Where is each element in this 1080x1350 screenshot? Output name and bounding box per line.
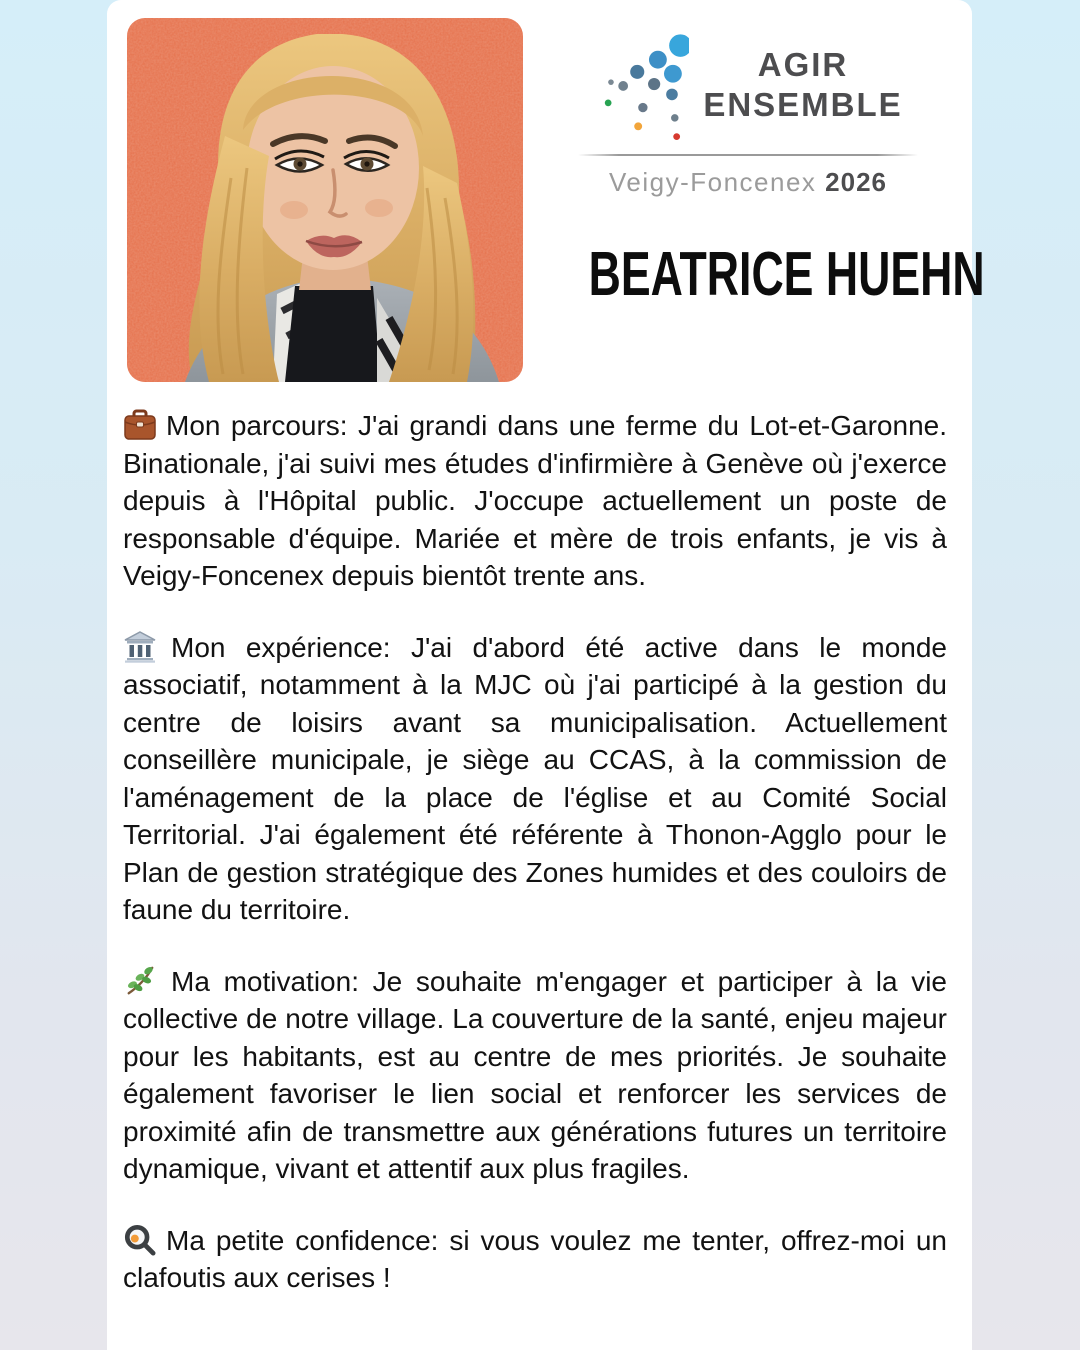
campaign-place: Veigy-Foncenex [608, 167, 817, 197]
paragraph-parcours [123, 407, 947, 595]
brand-block [550, 24, 946, 198]
logo-line1: AGIR [757, 46, 849, 83]
briefcase-icon [123, 409, 157, 441]
classical-building-icon [123, 631, 157, 663]
logo-wordmark [703, 45, 902, 125]
magnifying-glass-icon [123, 1224, 157, 1256]
biography [123, 407, 947, 1331]
paragraph-confidence [123, 1222, 947, 1297]
paragraph-text: Mon parcours: J'ai grandi dans une ferme du Lot-et-Garonne. Binationale, j'ai suivi mes études d'infirmière à Genève où j'exerce depuis à l'Hôpital public. J'occupe actuellement un poste de responsable d'équipe. Mariée et mère de trois enfants, je vis à Veigy-Foncenex depuis bientôt trente ans. [123, 410, 947, 591]
post-card [107, 0, 985, 1350]
dots-cluster-icon [593, 24, 689, 146]
paragraph-motivation [123, 963, 947, 1188]
campaign-subtitle [609, 167, 887, 198]
paragraph-text: Ma petite confidence: si vous voulez me tenter, offrez-moi un clafoutis aux cerises ! [123, 1224, 947, 1293]
campaign-year: 2026 [825, 167, 888, 197]
logo [593, 24, 902, 146]
logo-line2: ENSEMBLE [703, 86, 903, 123]
candidate-name: BEATRICE HUEHN [588, 240, 985, 309]
paragraph-text: Mon expérience: J'ai d'abord été active dans le monde associatif, notamment à la MJC où j'ai participé à la gestion du centre de loisirs avant sa municipalisation. Actuellement conseillère municipale, je siège au CCAS, à la commission de l'aménagement de la place de l'église et au Comité Social Territorial. J'ai également été référente à Thonon-Agglo pour le Plan de gestion stratégique des Zones humides et des couloirs de faune du territoire. [123, 631, 947, 925]
paragraph-experience [123, 629, 947, 929]
portrait-illustration [127, 18, 523, 382]
candidate-photo [127, 18, 523, 382]
logo-divider [578, 154, 918, 156]
herb-icon [123, 965, 157, 997]
paragraph-text: Ma motivation: Je souhaite m'engager et participer à la vie collective de notre village. La couverture de la santé, enjeu majeur pour les habitants, est au centre de mes priorités. Je souhaite également favoriser le lien social et renforcer les services de proximité afin de transmettre aux générations futures un territoire dynamique, vivant et attentif aux plus fragiles. [123, 965, 947, 1184]
